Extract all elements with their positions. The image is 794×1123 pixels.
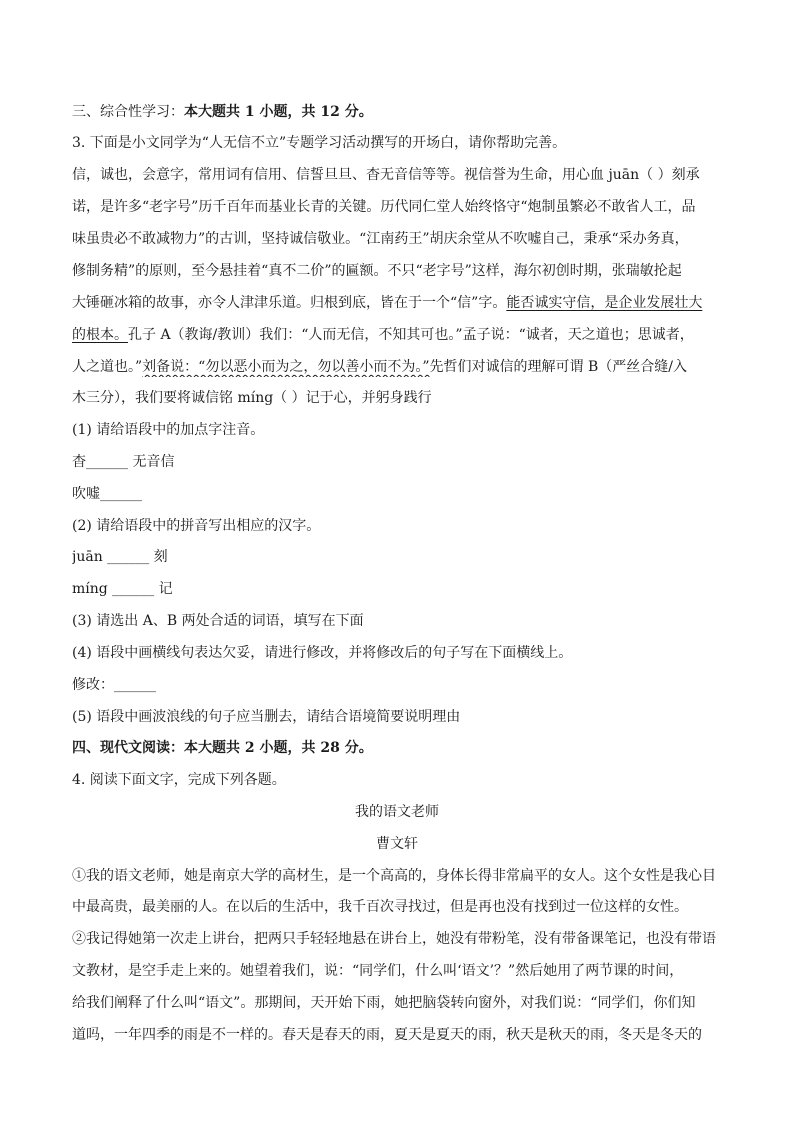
q3-sub4: (4) 语段中画横线句表达欠妥，请进行修改，并将修改后的句子写在下面横线上。 xyxy=(72,645,573,661)
section4-heading xyxy=(72,738,722,758)
article-para2-line-3: 给我们阐释了什么叫“语文”。那期间，天开始下雨，她把脑袋转向窗外，对我们说：“同学们，你们知 xyxy=(72,995,696,1011)
article-para2-line-1: ②我记得她第一次走上讲台，把两只手轻轻地悬在讲台上，她没有带粉笔，没有带备课笔记，也没有带语 xyxy=(72,931,716,947)
q3-sub1-answer-b: 吹嘘______ xyxy=(72,486,142,502)
article-author: 曹文轩 xyxy=(376,836,418,852)
q3-paragraph-line-6 xyxy=(72,325,722,345)
q4-prompt: 4. 阅读下面文字，完成下列各题。 xyxy=(72,772,286,788)
section4-heading-rest: 本大题共 2 小题，共 28 分。 xyxy=(184,740,373,756)
underlined-sentence-part2: 的根本。 xyxy=(72,327,128,343)
q3-paragraph-line-2: 诺，是许多“老字号”历千百年而基业长青的关键。历代同仁堂人始终恪守“炮制虽繁必不敢省人工，品 xyxy=(72,199,696,215)
section3-heading xyxy=(72,102,722,122)
q3-paragraph-line-8: 木三分），我们要将诚信铭 míng（ ）记于心，并躬身践行 xyxy=(72,390,432,406)
q3-p5-plain: 大锤砸冰箱的故事，亦令人津津乐道。归根到底，皆在于一个“信”字。 xyxy=(72,295,507,311)
q3-sub2-answer-a: juān ______ 刻 xyxy=(72,549,168,565)
q3-paragraph-line-1: 信，诚也，会意字，常用词有信用、信誓旦旦、杳无音信等等。视信誉为生命，用心血 juān（ ）刻承 xyxy=(72,167,700,183)
q3-sub1: (1) 请给语段中的加点字注音。 xyxy=(72,422,265,438)
q3-sub1-answer-a: 杳______ 无音信 xyxy=(72,454,175,470)
q3-paragraph-line-4: 修制务精”的原则，至今悬挂着“真不二价”的匾额。不只“老字号”这样，海尔初创时期，张瑞敏抡起 xyxy=(72,263,682,279)
article-title: 我的语文老师 xyxy=(355,804,439,820)
section3-heading-prefix: 三、综合性学习： xyxy=(72,104,184,120)
q3-sub2-answer-b: míng ______ 记 xyxy=(72,581,173,597)
q3-sub2: (2) 请给语段中的拼音写出相应的汉字。 xyxy=(72,518,321,534)
q3-p7-plain-2: 先哲们对诚信的理解可谓 B（严丝合缝/入 xyxy=(429,359,687,375)
article-para1-line-1: ①我的语文老师，她是南京大学的高材生，是一个高高的，身体长得非常扁平的女人。这个女性是我心目 xyxy=(72,868,716,884)
article-para2-line-2: 文教材，是空手走上来的。她望着我们，说：“同学们，什么叫‘语文’？”然后她用了两节课的时间， xyxy=(72,963,684,979)
article-para1-line-2: 中最高贵，最美丽的人。在以后的生活中，我千百次寻找过，但是再也没有找到过一位这样的女性。 xyxy=(72,899,688,915)
q3-paragraph-line-3: 味虽贵必不敢减物力”的古训，坚持诚信敬业。“江南药王”胡庆余堂从不吹嘘自己，秉承“采办务真， xyxy=(72,231,689,247)
wavy-underlined-sentence: 刘备说：“勿以恶小而为之，勿以善小而不为。” xyxy=(142,359,430,375)
q3-paragraph-line-7 xyxy=(72,357,722,377)
q3-prompt: 3. 下面是小文同学为“人无信不立”专题学习活动撰写的开场白，请你帮助完善。 xyxy=(72,135,567,151)
q3-p7-plain: 人之道也。” xyxy=(72,359,143,375)
q3-p6-plain: 孔子 A（教诲/教训）我们：“人而无信，不知其可也。”孟子说：“诚者，天之道也；思诚者， xyxy=(128,327,694,343)
article-para2-line-4: 道吗，一年四季的雨是不一样的。春天是春天的雨，夏天是夏天的雨，秋天是秋天的雨，冬天是冬天的 xyxy=(72,1027,702,1043)
q3-sub3: (3) 请选出 A、B 两处合适的词语，填写在下面 xyxy=(72,613,364,629)
q3-paragraph-line-5 xyxy=(72,293,722,313)
underlined-sentence-part1: 能否诚实守信，是企业发展壮大 xyxy=(506,295,703,311)
q3-sub5: (5) 语段中画波浪线的句子应当删去，请结合语境简要说明理由 xyxy=(72,709,461,725)
q3-sub4-answer: 修改：______ xyxy=(72,677,156,693)
section4-heading-prefix: 四、现代文阅读： xyxy=(72,740,184,756)
section3-heading-rest: 本大题共 1 小题，共 12 分。 xyxy=(184,104,373,120)
